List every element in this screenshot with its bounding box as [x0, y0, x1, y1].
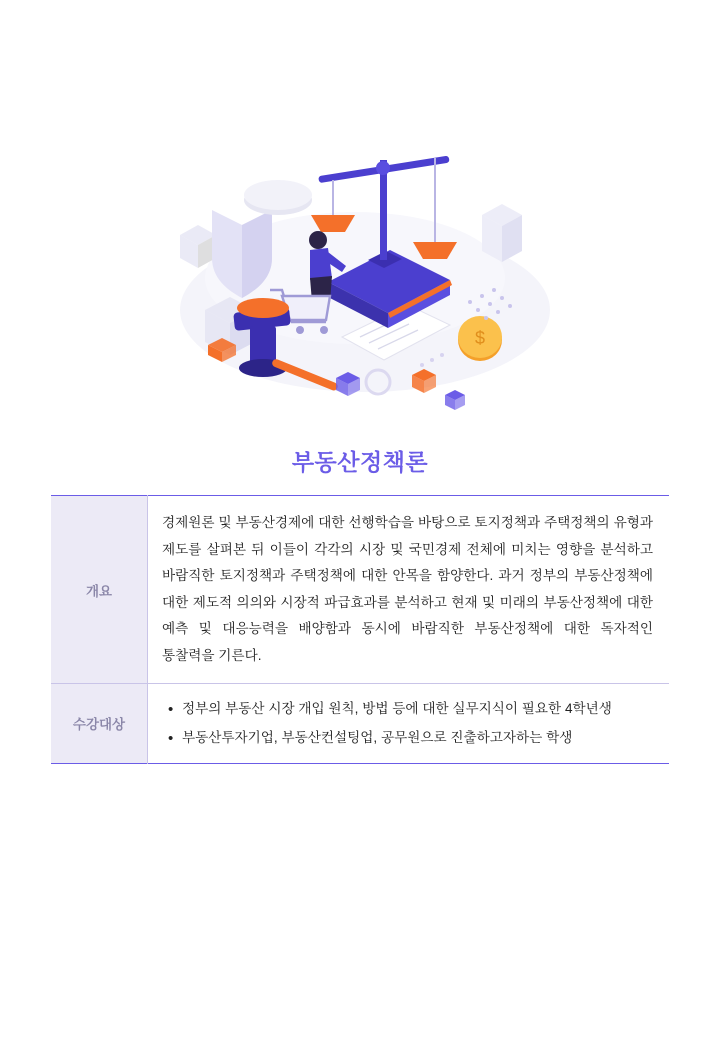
list-item: • 부동산투자기업, 부동산컨설팅업, 공무원으로 진출하고자하는 학생 — [182, 725, 653, 751]
audience-list — [162, 696, 653, 751]
row-value-overview: 경제원론 및 부동산경제에 대한 선행학습을 바탕으로 토지정책과 주택정책의 유형과 제도를 살펴본 뒤 이들이 각각의 시장 및 국민경제 전체에 미치는 영향을 분석하고 바람직한 토지정책과 주택정책에 대한 안목을 함양한다. 과거 정부의 부동산정책에 대한 제도적 의의와 시장적 파급효과를 분석하고 현재 및 미래의 부동산정책에 대한 예측 및 대응능력을 배양함과 동시에 바람직한 부동산정책에 대한 독자적인 통찰력을 기른다. — [162, 515, 653, 663]
row-label-audience: 수강대상 — [51, 684, 148, 764]
table-row — [51, 496, 669, 684]
course-info-table — [51, 495, 669, 764]
svg-text:$: $ — [474, 328, 486, 348]
list-item: • 정부의 부동산 시장 개입 원칙, 방법 등에 대한 실무지식이 필요한 4학년생 — [182, 696, 653, 722]
real-estate-policy-illustration — [150, 10, 570, 410]
row-label-overview: 개요 — [51, 496, 148, 684]
hero-illustration-area — [0, 0, 720, 420]
page-title: 부동산정책론 — [291, 449, 429, 475]
table-row — [51, 684, 669, 764]
row-value-audience — [148, 684, 670, 764]
